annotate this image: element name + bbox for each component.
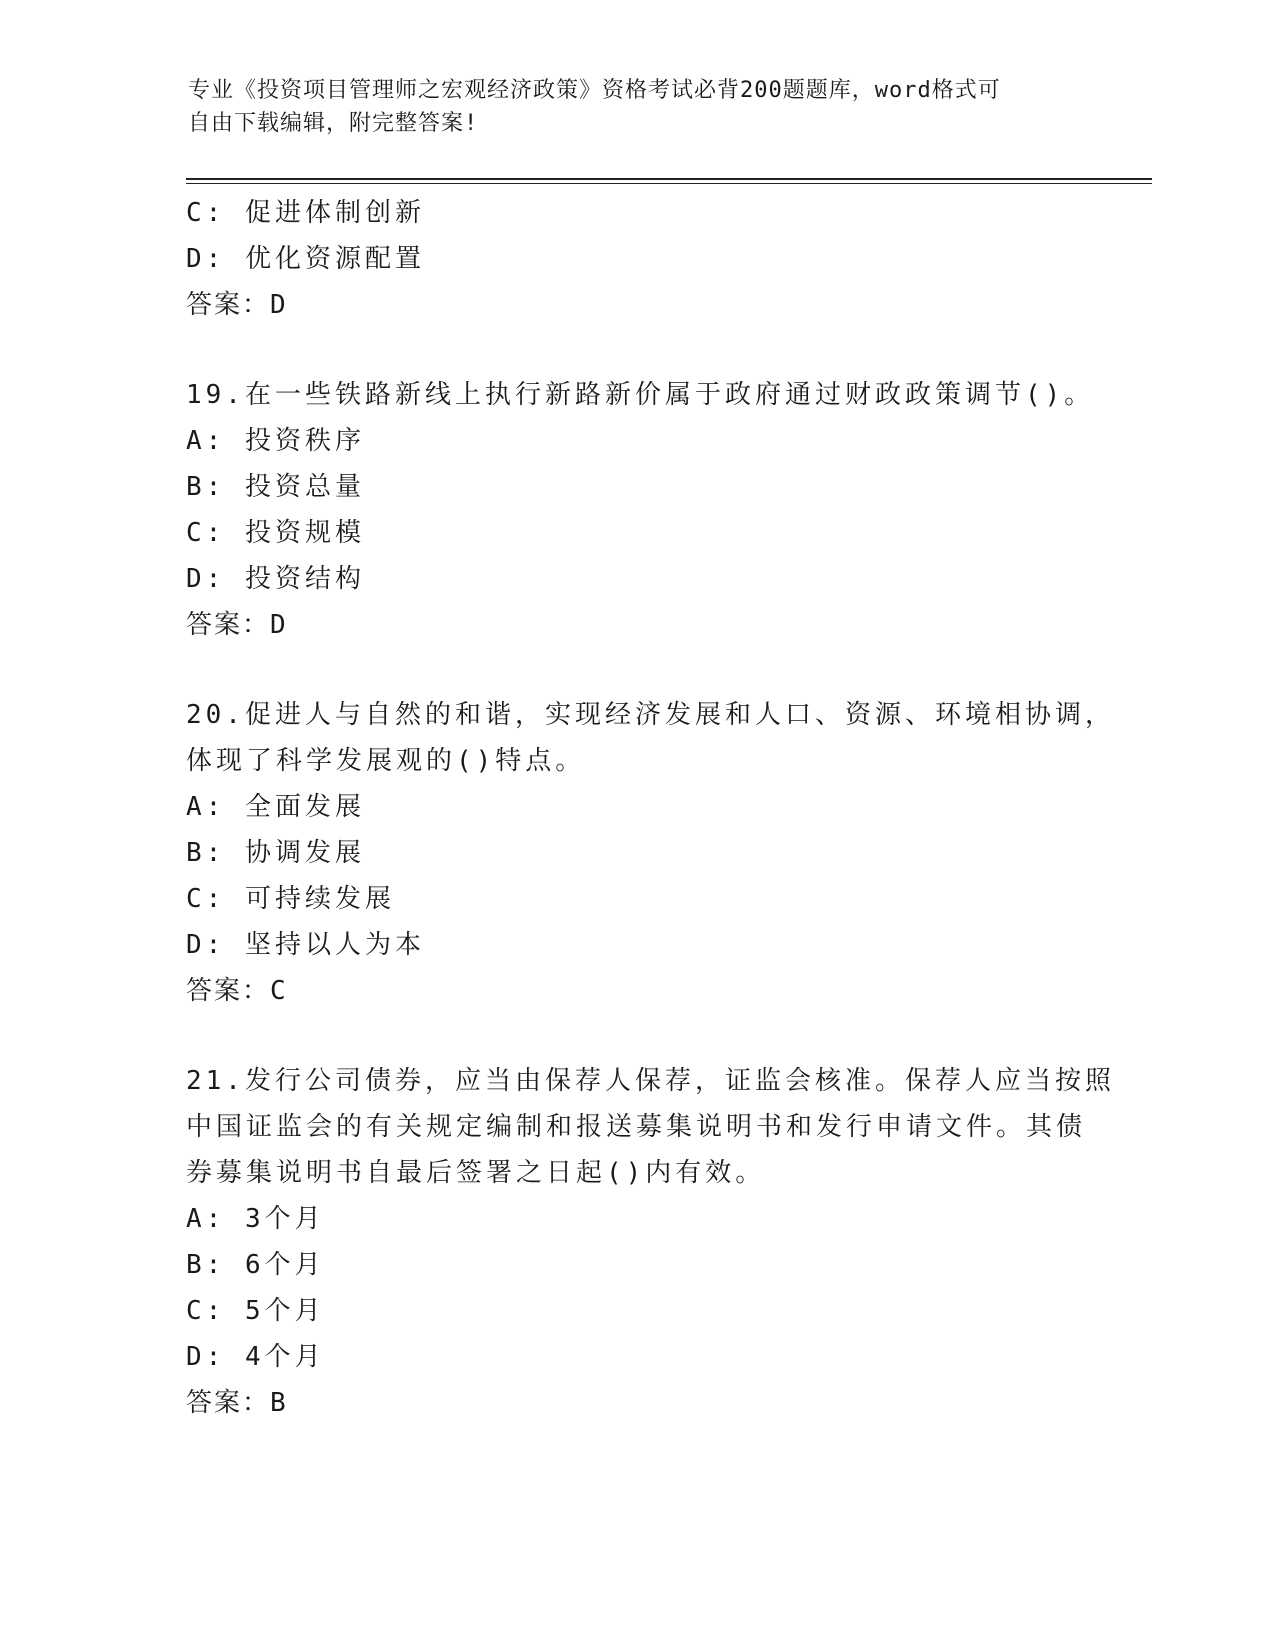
answer-option: D: 优化资源配置 xyxy=(186,244,425,274)
question-block xyxy=(186,1058,1115,1426)
answer-option: D: 坚持以人为本 xyxy=(186,930,425,960)
answer-option: C: 可持续发展 xyxy=(186,884,395,914)
correct-answer: 答案：B xyxy=(186,1388,288,1418)
correct-answer: 答案：D xyxy=(186,610,288,640)
question-block xyxy=(186,692,1115,1014)
answer-option: D: 投资结构 xyxy=(186,564,365,594)
question-stem-line: 21.发行公司债券，应当由保荐人保荐，证监会核准。保荐人应当按照 xyxy=(186,1066,1115,1096)
answer-option: C: 5个月 xyxy=(186,1296,325,1326)
answer-option: A: 投资秩序 xyxy=(186,426,365,456)
question-stem-line: 19.在一些铁路新线上执行新路新价属于政府通过财政政策调节()。 xyxy=(186,380,1095,410)
question-stem-line: 20.促进人与自然的和谐，实现经济发展和人口、资源、环境相协调， xyxy=(186,700,1115,730)
answer-option: C: 促进体制创新 xyxy=(186,198,425,228)
header-line-1: 专业《投资项目管理师之宏观经济政策》资格考试必背200题题库，word格式可 xyxy=(188,78,1001,103)
question-block xyxy=(186,372,1095,648)
question-stem-line: 中国证监会的有关规定编制和报送募集说明书和发行申请文件。其债 xyxy=(186,1112,1087,1142)
correct-answer: 答案：C xyxy=(186,976,288,1006)
answer-option: A: 3个月 xyxy=(186,1204,325,1234)
header-line-2: 自由下载编辑，附完整答案! xyxy=(188,111,479,136)
question-list xyxy=(186,190,1115,1426)
answer-option: B: 6个月 xyxy=(186,1250,325,1280)
question-block xyxy=(186,190,1086,328)
question-stem-line: 券募集说明书自最后签署之日起()内有效。 xyxy=(186,1158,766,1188)
answer-option: B: 投资总量 xyxy=(186,472,365,502)
answer-option: A: 全面发展 xyxy=(186,792,365,822)
header-rule-thick xyxy=(186,178,1152,180)
question-stem-line: 体现了科学发展观的()特点。 xyxy=(186,746,586,776)
correct-answer: 答案：D xyxy=(186,290,288,320)
document-header xyxy=(188,74,1068,140)
answer-option: B: 协调发展 xyxy=(186,838,365,868)
answer-option: D: 4个月 xyxy=(186,1342,325,1372)
header-rule-thin xyxy=(186,183,1152,184)
answer-option: C: 投资规模 xyxy=(186,518,365,548)
